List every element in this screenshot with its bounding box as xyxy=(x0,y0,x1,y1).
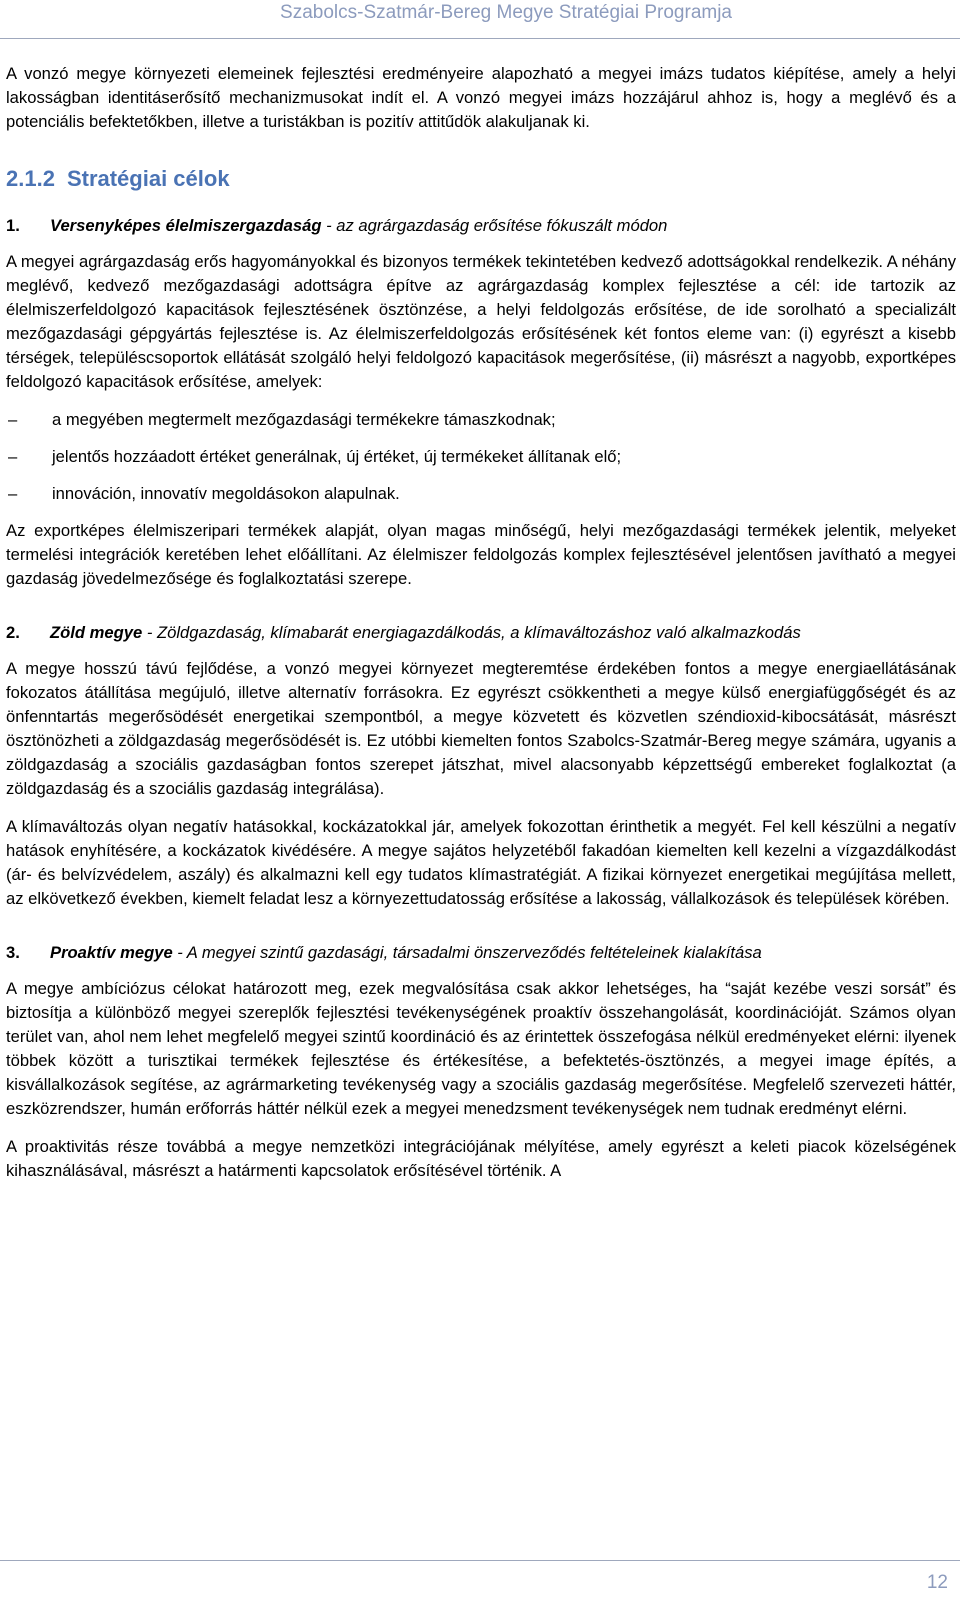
section-title: Stratégiai célok xyxy=(66,166,230,191)
page-footer-rule xyxy=(0,1560,960,1561)
goal-title: Proaktív megye xyxy=(50,943,173,962)
page-header xyxy=(0,0,960,39)
goal-heading-1 xyxy=(6,214,956,238)
goal-heading-2 xyxy=(6,621,956,645)
goal-subtitle: - Zöldgazdaság, klímabarát energiagazdálkodás, a klímaváltozáshoz való alkalmazkodás xyxy=(142,623,801,642)
page-content xyxy=(6,62,956,1197)
dash-bullet-icon: – xyxy=(8,447,18,466)
document-title: Szabolcs-Szatmár-Bereg Megye Stratégiai Programja xyxy=(280,2,732,23)
page-number: 12 xyxy=(926,1572,948,1593)
goal-2-paragraph-1: A megye hosszú távú fejlődése, a vonzó megyei környezet megteremtése érdekében fontos a megye energiaellátásának fokozatos átállítása megújuló, illetve alternatív forrásokra. Ez egyrészt csökkentheti a megye külső energiafüggőségét és az önfenntartás megerősödését energetikai szempontból, a megye közvetett és közvetlen széndioxid-kibocsátását, másrészt ösztönözheti a zöldgazdaság megerősödését is. Ez utóbbi kiemelten fontos Szabolcs-Szatmár-Bereg megye számára, ugyanis a zöldgazdaság a szociális gazdaságban fontos szerepet játszhat, mivel alacsonyabb képzettségű embereket foglalkoztat (a zöldgazdaság és a szociális gazdaság integrálása). xyxy=(6,659,956,798)
goal-title: Versenyképes élelmiszergazdaság xyxy=(50,216,322,235)
goal-3-paragraph-1: A megye ambíciózus célokat határozott meg, ezek megvalósítása csak akkor lehetséges, ha “saját kezébe veszi sorsát” és biztosítja a különböző megyei szereplők fejlesztési tevékenységének proaktív összehangolását, koordinációját. Számos olyan terület van, ahol nem lehet megfelelő megyei szintű koordináció és az érintettek összefogása nélkül eredményeket elérni: ilyenek többek között a turisztikai termékek fejlesztése és értékesítése, a befektetés-ösztönzés, a megyei image építés, a kisvállalkozások segítése, az agrármarketing tevékenység vagy a szociális gazdaság megerősítése. Megfelelő szervezeti háttér, eszközrendszer, humán erőforrás háttér nélkül ezek a megyei menedzsment tevékenységek nem tudnak eredményt elérni. xyxy=(6,979,956,1118)
goal-subtitle: - A megyei szintű gazdasági, társadalmi önszerveződés feltételeinek kialakítása xyxy=(172,943,762,962)
goal-3-paragraph-2: A proaktivitás része továbbá a megye nemzetközi integrációjának mélyítése, amely egyrészt a keleti piacok közelségének kihasználásával, másrészt a határmenti kapcsolatok erősítésével történik. A xyxy=(6,1137,956,1180)
goal-subtitle: - az agrárgazdaság erősítése fókuszált módon xyxy=(321,216,668,235)
list-item: – a megyében megtermelt mezőgazdasági termékekre támaszkodnak; xyxy=(6,408,956,432)
list-item: – jelentős hozzáadott értéket generálnak, új értéket, új termékeket állítanak elő; xyxy=(6,445,956,469)
goal-number: 2. xyxy=(6,623,20,642)
intro-paragraph: A vonzó megye környezeti elemeinek fejlesztési eredményeire alapozható a megyei imázs tudatos kiépítése, amely a helyi lakosságban identitáserősítő mechanizmusokat indít el. A vonzó megyei imázs hozzájárul ahhoz is, hogy a meglévő és a potenciális befektetőkben, illetve a turistákban is pozitív attitűdök alakuljanak ki. xyxy=(6,64,956,131)
goal-heading-3 xyxy=(6,941,956,965)
goal-title: Zöld megye xyxy=(50,623,143,642)
goal-1-paragraph-2: Az exportképes élelmiszeripari termékek alapját, olyan magas minőségű, helyi mezőgazdasági termékek jelentik, melyeket termelési integrációk keretében lehet előállítani. Az élelmiszer feldolgozás komplex fejlesztésével jelentősen javítható a megyei gazdaság jövedelmezősége és foglalkoztatási szerepe. xyxy=(6,521,956,588)
list-item: – innováción, innovatív megoldásokon alapulnak. xyxy=(6,482,956,506)
goal-number: 1. xyxy=(6,216,20,235)
goal-number: 3. xyxy=(6,943,20,962)
goal-1-bullet-list xyxy=(6,408,956,506)
dash-bullet-icon: – xyxy=(8,410,18,429)
goal-1-paragraph-1: A megyei agrárgazdaság erős hagyományokkal és bizonyos termékek tekintetében kedvező adottságokkal rendelkezik. A néhány meglévő, kedvező mezőgazdasági adottságra építve az agrárgazdaság komplex fejlesztése a cél: ide tartozik az élelmiszerfeldolgozó kapacitások fejlesztésének ösztönzése, a helyi feldolgozás erősítése, de ide sorolható a specializált mezőgazdasági gépgyártás fejlesztése is. Az élelmiszerfeldolgozás erősítésének két fontos eleme van: (i) egyrészt a kisebb térségek, településcsoportok ellátását szolgáló helyi feldolgozó kapacitások megerősítése, (ii) másrészt a nagyobb, exportképes feldolgozó kapacitások erősítése, amelyek: xyxy=(6,252,956,391)
goal-2-paragraph-2: A klímaváltozás olyan negatív hatásokkal, kockázatokkal jár, amelyek fokozottan érinthetik a megyét. Fel kell készülni a negatív hatások enyhítésére, a kockázatok kivédésére. A megye sajátos helyzetéből fakadóan kiemelten kell kezelni a vízgazdálkodást (ár- és belvízvédelem, aszály) és alkalmazni kell egy tudatos klímastratégiát. A fizikai környezet energetikai megújítása mellett, az elkövetkező években, kiemelt feladat lesz a környezettudatosság erősítése a lakosság, vállalkozások és települések körében. xyxy=(6,817,956,908)
dash-bullet-icon: – xyxy=(8,484,18,503)
section-heading xyxy=(6,166,956,192)
section-number: 2.1.2 xyxy=(6,166,55,191)
